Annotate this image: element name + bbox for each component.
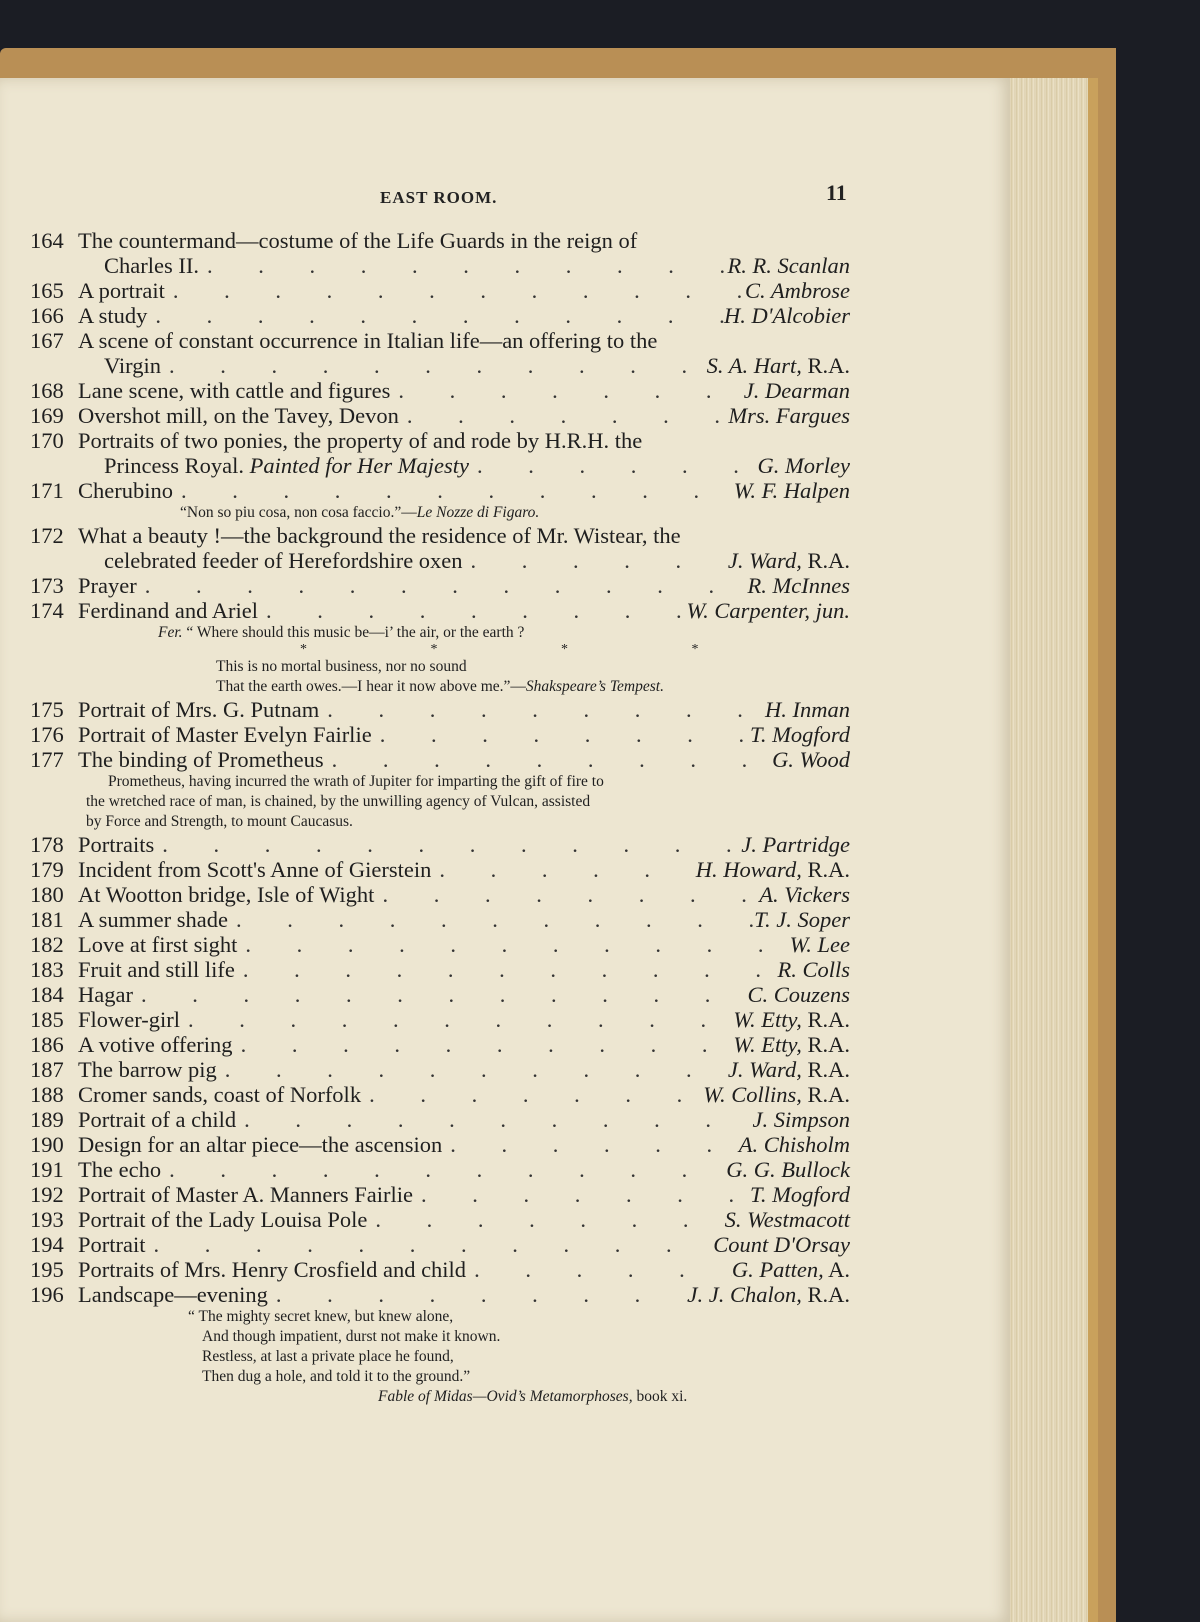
artist-name: C. Couzens (747, 982, 850, 1007)
entry-line (30, 478, 850, 503)
quote-line (30, 503, 850, 523)
entry-title: Overshot mill, on the Tavey, Devon (78, 403, 399, 428)
entry-line (30, 1032, 850, 1057)
quote-text: That the earth owes.—I hear it now above me.”— (216, 678, 526, 695)
catalogue-entry (30, 303, 850, 328)
entry-line (30, 1257, 850, 1282)
artist-name: H. Inman (765, 697, 850, 722)
entry-title: A study (78, 303, 148, 328)
cover-edge (1088, 78, 1098, 1622)
quote-line (30, 1387, 850, 1407)
entry-number: 172 (30, 523, 64, 548)
entry-title-continued: celebrated feeder of Herefordshire oxen (104, 548, 463, 573)
leader-dots (154, 832, 741, 857)
artist-name: A. Vickers (759, 882, 850, 907)
artist-suffix: R.A. (801, 1032, 850, 1057)
entry-number: 179 (30, 857, 64, 882)
artist-name: A. Chisholm (738, 1132, 850, 1157)
artist-name: R. R. Scanlan (727, 253, 850, 278)
artist-name: R. McInnes (747, 573, 850, 598)
entry-title: A scene of constant occurrence in Italian life—an offering to the (78, 328, 658, 353)
artist-name: S. Westmacott (724, 1207, 850, 1232)
catalogue-entry (30, 747, 850, 772)
quote-source: Fable of Midas—Ovid’s Metamorphoses, (378, 1388, 633, 1405)
leader-dots (161, 1157, 726, 1182)
entry-line (30, 573, 850, 598)
entry-number: 170 (30, 428, 64, 453)
quote-line (30, 1307, 850, 1327)
artist-name: T. J. Soper (754, 907, 850, 932)
catalogue-entry (30, 957, 850, 982)
speaker-name: Fer. (158, 624, 183, 641)
artist-name: J. Simpson (752, 1107, 850, 1132)
entry-line (30, 1107, 850, 1132)
catalogue-entry (30, 882, 850, 907)
quote-text: Then dug a hole, and told it to the ground.” (202, 1368, 471, 1385)
running-title: EAST ROOM. (380, 188, 498, 207)
quote-line (30, 657, 850, 677)
entry-title: Portrait of a child (78, 1107, 237, 1132)
entry-title: Landscape—evening (78, 1282, 268, 1307)
entry-number: 194 (30, 1232, 64, 1257)
artist-name: W. F. Halpen (733, 478, 850, 503)
entry-title: The barrow pig (78, 1057, 217, 1082)
quote-text: the wretched race of man, is chained, by the unwilling agency of Vulcan, assisted (86, 793, 591, 810)
entry-title: Cromer sands, coast of Norfolk (78, 1082, 362, 1107)
entry-number: 196 (30, 1282, 64, 1307)
catalogue-entry (30, 832, 850, 857)
entry-title: Portraits of Mrs. Henry Crosfield and child (78, 1257, 467, 1282)
catalogue-entry (30, 1157, 850, 1182)
entry-number: 180 (30, 882, 64, 907)
catalogue-entry (30, 378, 850, 403)
entry-title: Prayer (78, 573, 137, 598)
quote-text: This is no mortal business, nor no sound (216, 658, 467, 675)
entry-line (30, 882, 850, 907)
entry-number: 193 (30, 1207, 64, 1232)
entry-title: Love at first sight (78, 932, 238, 957)
leader-dots (235, 957, 778, 982)
artist-name: W. Collins, R.A. (703, 1082, 850, 1107)
entry-title: Portrait of Master A. Manners Fairlie (78, 1182, 413, 1207)
entry-line-continued (30, 548, 850, 573)
entry-line (30, 982, 850, 1007)
entry-number: 165 (30, 278, 64, 303)
leader-dots (463, 548, 728, 573)
asterisk-divider: * * * * (300, 642, 759, 657)
catalogue-entry (30, 1057, 850, 1082)
entry-number: 184 (30, 982, 64, 1007)
catalogue-entry (30, 1232, 850, 1257)
artist-name: J. Ward, R.A. (727, 1057, 850, 1082)
artist-name: H. Howard, R.A. (695, 857, 850, 882)
entry-title: At Wootton bridge, Isle of Wight (78, 882, 375, 907)
entry-line (30, 303, 850, 328)
entry-title: The countermand—costume of the Life Guards in the reign of (78, 228, 638, 253)
artist-name: W. Lee (789, 932, 850, 957)
artist-suffix: R.A. (801, 1282, 850, 1307)
catalogue-entry (30, 697, 850, 722)
entry-title: Portrait of the Lady Louisa Pole (78, 1207, 368, 1232)
catalogue-entry (30, 573, 850, 598)
leader-dots (180, 1007, 733, 1032)
quote-text: by Force and Strength, to mount Caucasus. (86, 813, 353, 830)
leader-dots (374, 882, 759, 907)
catalogue-entry (30, 1107, 850, 1132)
leader-dots (367, 1207, 724, 1232)
leader-dots (390, 378, 743, 403)
quote-source: Shakspeare’s Tempest. (525, 678, 664, 695)
artist-name: G. G. Bullock (726, 1157, 850, 1182)
quote-line (30, 1347, 850, 1367)
leader-dots (237, 932, 789, 957)
entry-line (30, 1007, 850, 1032)
entry-number: 167 (30, 328, 64, 353)
catalogue-list (30, 228, 850, 1407)
entry-title: Design for an altar piece—the ascension (78, 1132, 443, 1157)
quote-text: And though impatient, durst not make it known. (202, 1328, 501, 1345)
entry-title: What a beauty !—the background the residence of Mr. Wistear, the (78, 523, 681, 548)
quote-line (30, 792, 850, 812)
artist-name: Count D'Orsay (713, 1232, 850, 1257)
leader-dots (199, 253, 728, 278)
leader-dots (399, 403, 728, 428)
leader-dots (233, 1032, 734, 1057)
entry-number: 191 (30, 1157, 64, 1182)
entry-line (30, 403, 850, 428)
catalogue-entry (30, 1257, 850, 1282)
entry-title: Cherubino (78, 478, 173, 503)
quote-text: Prometheus, having incurred the wrath of Jupiter for imparting the gift of fire to (108, 773, 604, 790)
entry-number: 188 (30, 1082, 64, 1107)
artist-name: G. Wood (772, 747, 850, 772)
catalogue-entry (30, 478, 850, 503)
entry-line (30, 697, 850, 722)
entry-line (30, 598, 850, 623)
entry-number: 176 (30, 722, 64, 747)
leader-dots (324, 747, 772, 772)
entry-line (30, 378, 850, 403)
leader-dots (361, 1082, 703, 1107)
entry-line (30, 957, 850, 982)
entry-title-continued: Charles II. (104, 253, 199, 278)
entry-title: Incident from Scott's Anne of Gierstein (78, 857, 432, 882)
artist-suffix: R.A. (801, 548, 850, 573)
entry-number: 192 (30, 1182, 64, 1207)
entry-line (30, 722, 850, 747)
artist-suffix: R.A. (801, 1082, 850, 1107)
entry-number: 181 (30, 907, 64, 932)
entry-line (30, 1232, 850, 1257)
leader-dots (431, 857, 695, 882)
entry-line (30, 857, 850, 882)
catalogue-entry (30, 1132, 850, 1157)
entry-line (30, 1182, 850, 1207)
leader-dots (133, 982, 748, 1007)
artist-name: W. Etty, R.A. (733, 1007, 850, 1032)
leader-dots (258, 598, 686, 623)
quote-line (30, 772, 850, 792)
entry-line (30, 523, 850, 548)
entry-title: The binding of Prometheus (78, 747, 324, 772)
leader-dots (319, 697, 765, 722)
catalogue-entry (30, 932, 850, 957)
artist-name: T. Mogford (749, 1182, 850, 1207)
catalogue-entry (30, 1182, 850, 1207)
quote-line (30, 812, 850, 832)
quote-text: “ Where should this music be—i’ the air, or the earth ? (182, 624, 525, 641)
entry-number: 190 (30, 1132, 64, 1157)
quote-text: “Non so piu cosa, non cosa faccio.”— (180, 504, 417, 521)
catalogue-entry (30, 523, 850, 573)
entry-title: Fruit and still life (78, 957, 235, 982)
artist-name: S. A. Hart, R.A. (706, 353, 850, 378)
entry-title: A portrait (78, 278, 165, 303)
entry-line (30, 1082, 850, 1107)
entry-line-continued (30, 253, 850, 278)
entry-title: Flower-girl (78, 1007, 181, 1032)
quote-line (30, 623, 850, 643)
leader-dots (146, 1232, 714, 1257)
entry-line (30, 832, 850, 857)
entry-number: 168 (30, 378, 64, 403)
entry-number: 182 (30, 932, 64, 957)
page-number: 11 (826, 180, 847, 205)
catalogue-entry (30, 722, 850, 747)
entry-title: Hagar (78, 982, 133, 1007)
quote-line (30, 1367, 850, 1387)
leader-dots (161, 353, 707, 378)
entry-line (30, 1132, 850, 1157)
entry-number: 178 (30, 832, 64, 857)
leader-dots (413, 1182, 750, 1207)
catalogue-entry (30, 328, 850, 378)
artist-suffix: R.A. (801, 857, 850, 882)
artist-name: G. Morley (757, 453, 850, 478)
entry-title: Portrait of Mrs. G. Putnam (78, 697, 320, 722)
catalogue-entry (30, 403, 850, 428)
leader-dots (147, 303, 724, 328)
quote-source-tail: book xi. (632, 1388, 688, 1405)
artist-name: J. J. Chalon, R.A. (687, 1282, 850, 1307)
artist-suffix: R.A. (801, 1007, 850, 1032)
entry-line (30, 1057, 850, 1082)
entry-line (30, 1282, 850, 1307)
catalogue-entry (30, 1282, 850, 1307)
artist-suffix: A. (823, 1257, 850, 1282)
leader-dots (217, 1057, 728, 1082)
leader-dots (137, 573, 748, 598)
entry-title: Lane scene, with cattle and figures (78, 378, 391, 403)
artist-name: C. Ambrose (744, 278, 850, 303)
entry-title: Ferdinand and Ariel (78, 598, 258, 623)
entry-line (30, 328, 850, 353)
entry-line (30, 228, 850, 253)
artist-name: J. Partridge (741, 832, 850, 857)
entry-number: 174 (30, 598, 64, 623)
catalogue-entry (30, 278, 850, 303)
artist-name: Mrs. Fargues (728, 403, 850, 428)
quote-line (30, 1327, 850, 1347)
entry-title: Portraits of two ponies, the property of and rode by H.R.H. the (78, 428, 643, 453)
entry-title: Portraits (78, 832, 155, 857)
entry-line (30, 907, 850, 932)
artist-suffix: R.A. (801, 353, 850, 378)
leader-dots (268, 1282, 688, 1307)
entry-number: 166 (30, 303, 64, 328)
entry-line-continued (30, 453, 850, 478)
leader-dots (236, 1107, 752, 1132)
leader-dots (173, 478, 734, 503)
quote-source: Le Nozze di Figaro. (416, 504, 540, 521)
entry-number: 185 (30, 1007, 64, 1032)
entry-number: 164 (30, 228, 64, 253)
entry-number: 195 (30, 1257, 64, 1282)
entry-number: 171 (30, 478, 64, 503)
quote-line (30, 677, 850, 697)
artist-name: J. Ward, R.A. (727, 548, 850, 573)
leader-dots (442, 1132, 739, 1157)
quote-text: “ The mighty secret knew, but knew alone, (188, 1308, 454, 1325)
leader-dots (165, 278, 745, 303)
artist-name: T. Mogford (749, 722, 850, 747)
quote-text: Restless, at last a private place he found, (202, 1348, 454, 1365)
catalogue-entry (30, 857, 850, 882)
catalogue-entry (30, 228, 850, 278)
entry-number: 169 (30, 403, 64, 428)
catalogue-entry (30, 1082, 850, 1107)
leader-dots (466, 1257, 732, 1282)
entry-commission: Painted for Her Majesty (244, 453, 469, 478)
entry-line (30, 278, 850, 303)
catalogue-entry (30, 982, 850, 1007)
entry-title-continued: Virgin (104, 353, 161, 378)
entry-number: 177 (30, 747, 64, 772)
leader-dots (228, 907, 754, 932)
leader-dots (469, 453, 758, 478)
leader-dots (372, 722, 750, 747)
entry-title-continued: Princess Royal. Painted for Her Majesty (104, 453, 469, 478)
artist-name: J. Dearman (743, 378, 850, 403)
entry-title: Portrait (78, 1232, 146, 1257)
entry-number: 187 (30, 1057, 64, 1082)
artist-suffix: R.A. (801, 1057, 850, 1082)
catalogue-entry (30, 428, 850, 478)
entry-number: 175 (30, 697, 64, 722)
entry-number: 173 (30, 573, 64, 598)
entry-line (30, 428, 850, 453)
entry-number: 183 (30, 957, 64, 982)
catalogue-entry (30, 1007, 850, 1032)
artist-name: H. D'Alcobier (723, 303, 850, 328)
artist-name: W. Carpenter, jun. (686, 598, 850, 623)
artist-name: G. Patten, A. (731, 1257, 850, 1282)
artist-name: W. Etty, R.A. (733, 1032, 850, 1057)
catalogue-entry (30, 1032, 850, 1057)
catalogue-entry (30, 1207, 850, 1232)
catalogue-entry (30, 598, 850, 623)
entry-title: A summer shade (78, 907, 228, 932)
page-edges (1010, 78, 1090, 1622)
entry-number: 189 (30, 1107, 64, 1132)
entry-line (30, 932, 850, 957)
entry-line (30, 1157, 850, 1182)
catalogue-entry (30, 907, 850, 932)
artist-name: R. Colls (777, 957, 850, 982)
entry-title: The echo (78, 1157, 162, 1182)
entry-title: A votive offering (78, 1032, 233, 1057)
entry-line (30, 1207, 850, 1232)
entry-line-continued (30, 353, 850, 378)
entry-line (30, 747, 850, 772)
entry-title: Portrait of Master Evelyn Fairlie (78, 722, 372, 747)
entry-number: 186 (30, 1032, 64, 1057)
